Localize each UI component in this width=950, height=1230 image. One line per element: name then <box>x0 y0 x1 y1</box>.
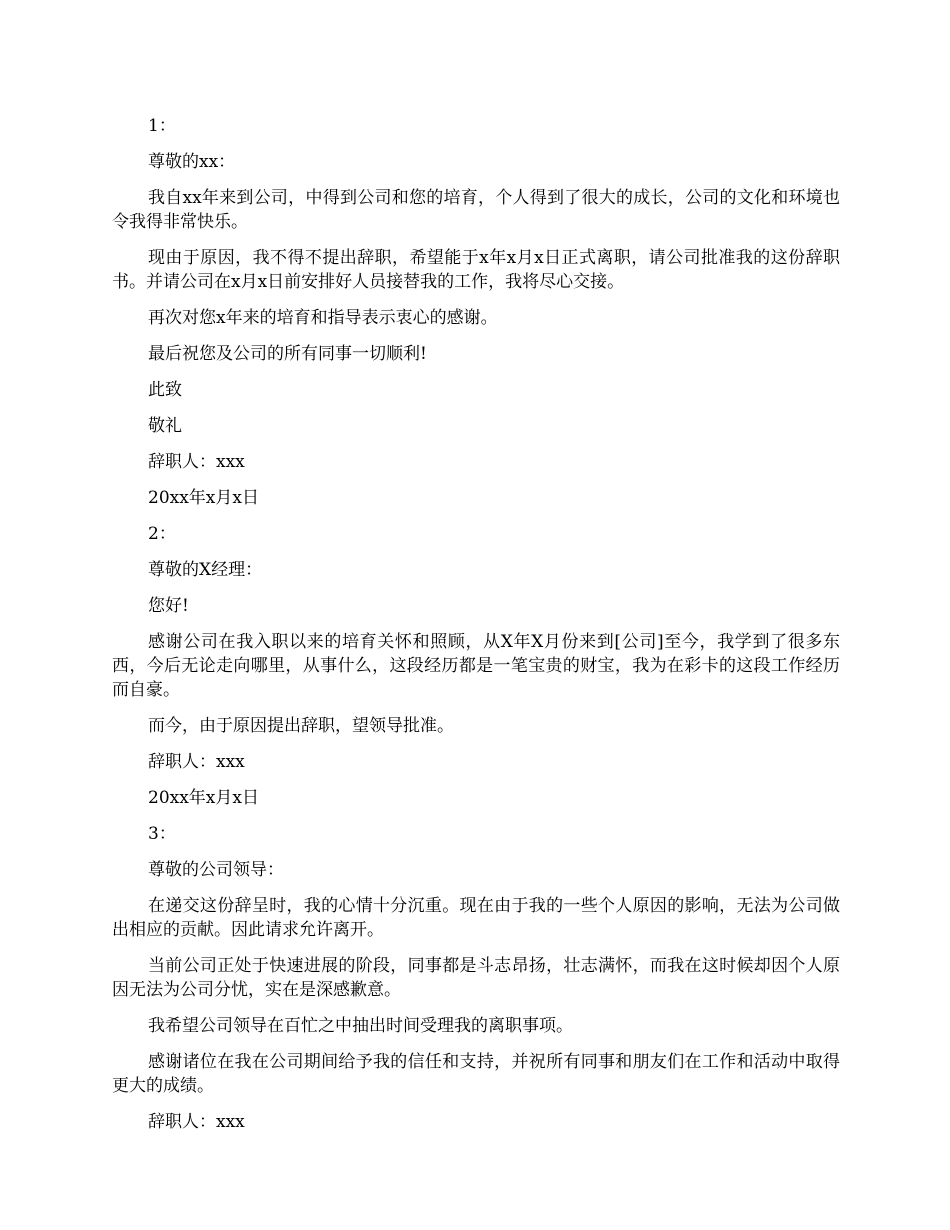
salutation-1: 尊敬的xx： <box>148 152 236 172</box>
body-paragraph: 现由于原因，我不得不提出辞职，希望能于x年x月x日正式离职，请公司批准我的这份辞职书。并请公司在x月x日前安排好人员接替我的工作，我将尽心交接。 <box>112 248 840 292</box>
signature-line: 辞职人：xxx <box>148 452 245 472</box>
body-paragraph: 感谢公司在我入职以来的培育关怀和照顾，从X年X月份来到[公司]至今，我学到了很多东西，今后无论走向哪里，从事什么，这段经历都是一笔宝贵的财宝，我为在彩卡的这段工作经历而自豪。 <box>112 632 840 700</box>
body-paragraph: 感谢诸位在我在公司期间给予我的信任和支持，并祝所有同事和朋友们在工作和活动中取得更大的成绩。 <box>112 1052 840 1096</box>
section-number-1: 1： <box>148 116 176 136</box>
closing-line: 敬礼 <box>148 416 182 436</box>
signature-line: 辞职人：xxx <box>148 752 245 772</box>
body-paragraph: 当前公司正处于快速进展的阶段，同事都是斗志昂扬，壮志满怀，而我在这时候却因个人原因无法为公司分忧，实在是深感歉意。 <box>112 956 840 1000</box>
salutation-2: 尊敬的X经理： <box>148 560 263 580</box>
body-paragraph: 再次对您x年来的培育和指导表示衷心的感谢。 <box>148 308 498 328</box>
section-number-3: 3： <box>148 824 176 844</box>
section-number-2: 2： <box>148 524 176 544</box>
date-line: 20xx年x月x日 <box>148 788 259 808</box>
body-paragraph: 最后祝您及公司的所有同事一切顺利! <box>148 344 427 364</box>
body-paragraph: 在递交这份辞呈时，我的心情十分沉重。现在由于我的一些个人原因的影响，无法为公司做出相应的贡献。因此请求允许离开。 <box>112 896 840 940</box>
body-paragraph: 我自xx年来到公司，中得到公司和您的培育，个人得到了很大的成长，公司的文化和环境也令我得非常快乐。 <box>112 188 840 232</box>
closing-line: 此致 <box>148 380 182 400</box>
document-body <box>112 114 840 1146</box>
signature-line: 辞职人：xxx <box>148 1112 245 1132</box>
salutation-3: 尊敬的公司领导： <box>148 860 284 880</box>
body-paragraph: 而今，由于原因提出辞职，望领导批准。 <box>148 716 454 736</box>
greeting-line: 您好! <box>148 596 189 616</box>
body-paragraph: 我希望公司领导在百忙之中抽出时间受理我的离职事项。 <box>148 1016 573 1036</box>
date-line: 20xx年x月x日 <box>148 488 259 508</box>
